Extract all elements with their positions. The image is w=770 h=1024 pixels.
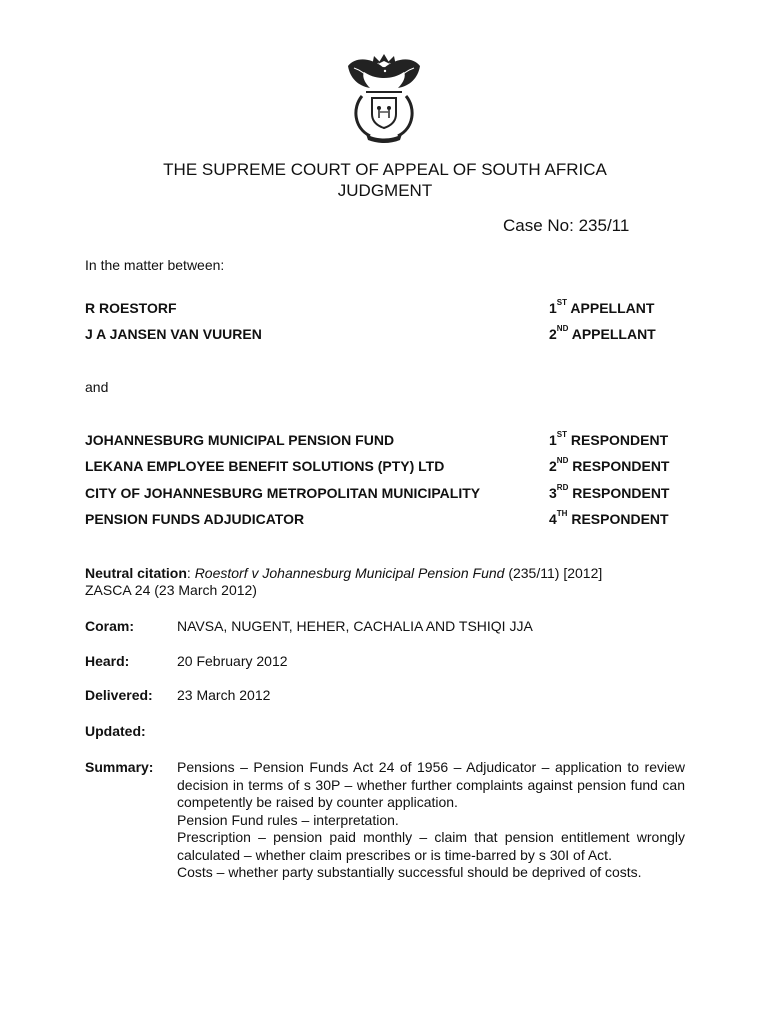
party-name: J A JANSEN VAN VUUREN xyxy=(85,326,262,342)
summary-paragraph: Costs – whether party substantially successful should be deprived of costs. xyxy=(177,864,642,880)
coram-label: Coram: xyxy=(85,618,135,634)
delivered-value: 23 March 2012 xyxy=(177,687,271,703)
neutral-citation: Neutral citation: Roestorf v Johannesburg Municipal Pension Fund (235/11) [2012] ZASCA 24 (23 March 2012) xyxy=(85,565,603,598)
coram-value: NAVSA, NUGENT, HEHER, CACHALIA AND TSHIQI JJA xyxy=(177,618,533,634)
summary-paragraph: Pensions – Pension Funds Act 24 of 1956 – Adjudicator – application to review decision in terms of s 30P – whether further complaints against pension fund can competently be raised by counter application. xyxy=(177,759,685,810)
party-name: CITY OF JOHANNESBURG METROPOLITAN MUNICIPALITY xyxy=(85,485,481,501)
party-role: 2ND RESPONDENT xyxy=(549,456,670,474)
party-name: PENSION FUNDS ADJUDICATOR xyxy=(85,511,305,527)
party-name: JOHANNESBURG MUNICIPAL PENSION FUND xyxy=(85,432,395,448)
summary-text xyxy=(177,759,685,882)
summary-label: Summary: xyxy=(85,759,154,775)
updated-label: Updated: xyxy=(85,723,146,739)
court-title: THE SUPREME COURT OF APPEAL OF SOUTH AFRICA xyxy=(163,160,607,179)
case-number: Case No: 235/11 xyxy=(503,216,630,235)
delivered-label: Delivered: xyxy=(85,687,153,703)
party-name: LEKANA EMPLOYEE BENEFIT SOLUTIONS (PTY) LTD xyxy=(85,458,445,474)
party-role: 2ND APPELLANT xyxy=(549,324,656,342)
coat-of-arms-icon xyxy=(344,48,424,144)
party-role: 1ST APPELLANT xyxy=(549,298,655,316)
and-text: and xyxy=(85,379,109,395)
summary-paragraph: Pension Fund rules – interpretation. xyxy=(177,811,399,828)
document-type: JUDGMENT xyxy=(337,181,433,200)
party-name: R ROESTORF xyxy=(85,300,177,316)
heard-label: Heard: xyxy=(85,653,130,669)
party-role: 1ST RESPONDENT xyxy=(549,430,669,448)
party-role: 4TH RESPONDENT xyxy=(549,509,669,527)
summary-paragraph: Prescription – pension paid monthly – claim that pension entitlement wrongly calculated – whether claim prescribes or is time-barred by s 30I of Act. xyxy=(177,829,685,863)
heard-value: 20 February 2012 xyxy=(177,653,288,669)
intro-text: In the matter between: xyxy=(85,257,225,273)
party-role: 3RD RESPONDENT xyxy=(549,483,670,501)
